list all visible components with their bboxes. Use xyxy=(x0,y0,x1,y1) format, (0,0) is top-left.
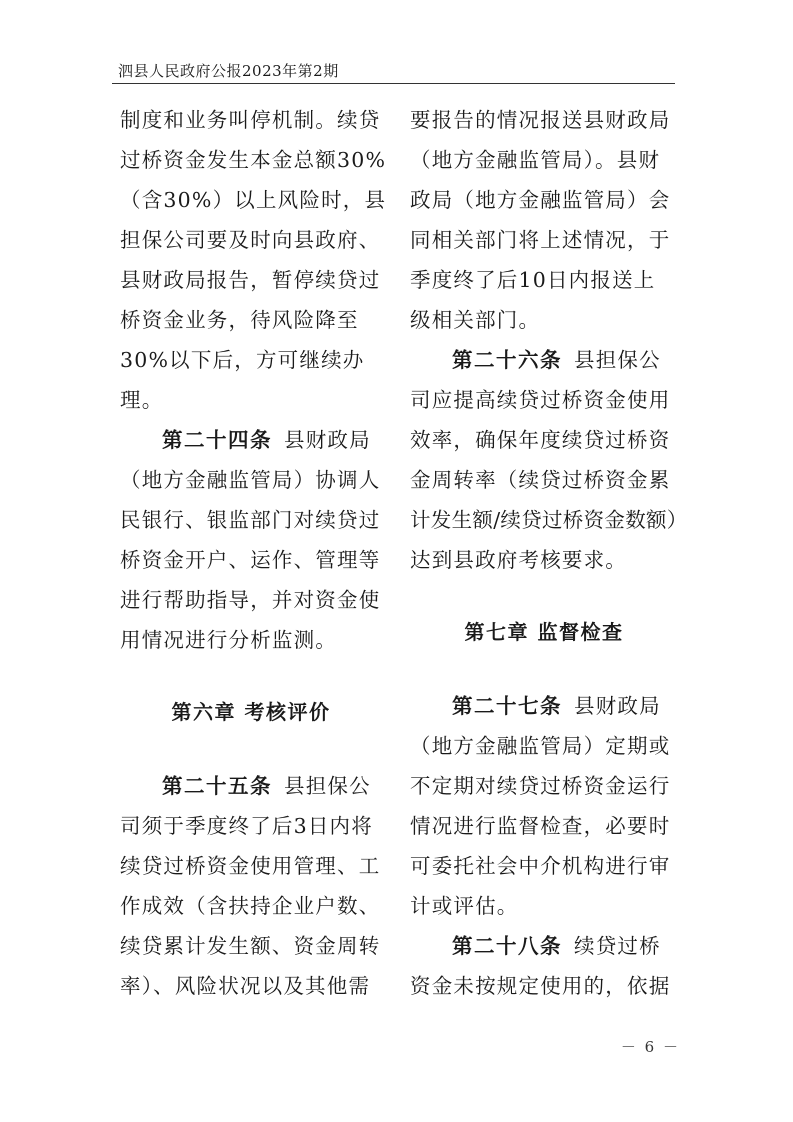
text-line: （含30%）以上风险时，县 xyxy=(120,188,387,212)
article-25-first-line xyxy=(162,774,371,798)
text-line: 可委托社会中介机构进行审 xyxy=(410,854,671,878)
text-line: （地方金融监管局）。县财 xyxy=(410,148,661,172)
text-line: 要报告的情况报送县财政局 xyxy=(410,108,671,132)
article-28-intro: 续贷过桥 xyxy=(574,934,661,958)
text-line: 作成效（含扶持企业户数、 xyxy=(120,894,381,918)
article-24-label: 第二十四条 xyxy=(162,428,272,452)
text-line: 桥资金开户、运作、管理等 xyxy=(120,548,381,572)
text-line: 达到县政府考核要求。 xyxy=(410,548,627,572)
text-line: 司须于季度终了后3日内将 xyxy=(120,814,373,838)
text-line: 县财政局报告，暂停续贷过 xyxy=(120,268,381,292)
text-line: 效率，确保年度续贷过桥资 xyxy=(410,428,671,452)
article-25-intro: 县担保公 xyxy=(284,774,371,798)
page-number: － 6 － xyxy=(620,1038,680,1056)
bulletin-header-title: 泗县人民政府公报2023年第2期 xyxy=(118,62,339,80)
header-divider xyxy=(112,83,675,84)
text-line: 民银行、银监部门对续贷过 xyxy=(120,508,381,532)
text-line: 续贷累计发生额、资金周转 xyxy=(120,934,381,958)
text-line: 不定期对续贷过桥资金运行 xyxy=(410,774,671,798)
article-24-intro: 县财政局 xyxy=(284,428,371,452)
text-line: 情况进行监督检查，必要时 xyxy=(410,814,671,838)
article-24-first-line xyxy=(162,428,371,452)
text-line: 政局（地方金融监管局）会 xyxy=(410,188,671,212)
article-25-label: 第二十五条 xyxy=(162,774,272,798)
chapter-7-heading: 第七章 监督检查 xyxy=(464,620,624,644)
text-line: 金周转率（续贷过桥资金累 xyxy=(410,468,671,492)
article-26-label: 第二十六条 xyxy=(452,348,562,372)
article-28-label: 第二十八条 xyxy=(452,934,562,958)
text-line: 率）、风险状况以及其他需 xyxy=(120,974,371,998)
text-line: 计或评估。 xyxy=(410,894,519,918)
article-26-first-line xyxy=(452,348,661,372)
text-line: 过桥资金发生本金总额30% xyxy=(120,148,387,172)
text-line: （地方金融监管局）定期或 xyxy=(410,734,671,758)
text-line: 司应提高续贷过桥资金使用 xyxy=(410,388,671,412)
text-line: 30%以下后，方可继续办 xyxy=(120,348,365,372)
chapter-6-heading: 第六章 考核评价 xyxy=(171,700,331,724)
text-line: 计发生额/续贷过桥资金数额） xyxy=(410,508,688,532)
article-27-intro: 县财政局 xyxy=(574,694,661,718)
text-line: 桥资金业务，待风险降至 xyxy=(120,308,359,332)
article-27-label: 第二十七条 xyxy=(452,694,562,718)
text-line: 续贷过桥资金使用管理、工 xyxy=(120,854,381,878)
text-line: 级相关部门。 xyxy=(410,308,541,332)
article-27-first-line xyxy=(452,694,661,718)
text-line: 制度和业务叫停机制。续贷 xyxy=(120,108,381,132)
text-line: 进行帮助指导，并对资金使 xyxy=(120,588,381,612)
text-line: 用情况进行分析监测。 xyxy=(120,628,337,652)
text-line: 季度终了后10日内报送上 xyxy=(410,268,656,292)
text-line: 同相关部门将上述情况，于 xyxy=(410,228,671,252)
article-26-intro: 县担保公 xyxy=(574,348,661,372)
text-line: 担保公司要及时向县政府、 xyxy=(120,228,381,252)
text-line: 理。 xyxy=(120,388,164,412)
text-line: 资金未按规定使用的，依据 xyxy=(410,974,671,998)
text-line: （地方金融监管局）协调人 xyxy=(120,468,381,492)
article-28-first-line xyxy=(452,934,661,958)
